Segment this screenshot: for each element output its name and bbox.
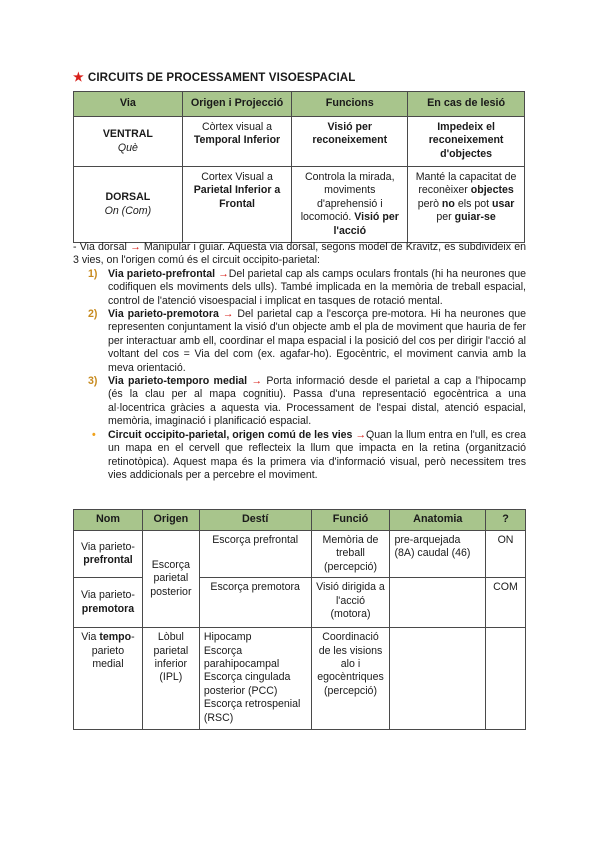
dorsal-cell	[74, 167, 183, 243]
dorsal-function-pre: Controla la mirada, moviments d'aprehensió i locomoció.	[300, 171, 395, 224]
row2-q: COM	[486, 578, 526, 628]
header-origen: Origen	[142, 510, 199, 531]
list-item-text: Quan la llum entra en l'ull, es crea un mapa en el cervell que reflecteix la llum que impacta en la retina (organització retinotòpica). Aquest mapa és la primera via d'informació visual, però necessitem tres vies addicionals per a percebre el moviment.	[108, 428, 526, 481]
row3-desti-line: Escorça retrospenial (RSC)	[203, 698, 301, 724]
list-item	[73, 308, 526, 375]
header-funcio: Funció	[311, 510, 390, 531]
list-item	[73, 429, 526, 483]
row1-nom	[74, 531, 143, 578]
row1-q: ON	[486, 531, 526, 578]
row3-anatomia	[390, 628, 486, 730]
dorsal-row	[74, 167, 525, 243]
row3-desti	[199, 628, 311, 730]
list-number: 2)	[88, 308, 98, 321]
intro-post: Manipular i guiar. Aquesta via dorsal, segons model de Kravitz, es subdivideix en 3 vies, on l'origen comú és el circuit occipito-parietal:	[73, 241, 526, 267]
header-lesion: En cas de lesió	[408, 92, 525, 117]
table-row	[74, 578, 526, 628]
header-question: ?	[486, 510, 526, 531]
ventral-name: VENTRAL	[102, 128, 153, 141]
row3-nom-post: -parieto medial	[91, 631, 135, 671]
dorsal-function-bold: Visió per l'acció	[333, 211, 399, 237]
dorsal-lesion	[408, 167, 525, 243]
table-row	[74, 628, 526, 730]
ventral-function: Visió per reconeixement	[292, 117, 408, 167]
ventral-lesion: Impedeix el reconeixement d'objectes	[408, 117, 525, 167]
header-via: Via	[74, 92, 183, 117]
row3-nom-pre: Via	[81, 631, 97, 644]
row3-desti-line: Hipocamp	[203, 631, 252, 644]
row1-nom-bold: prefrontal	[83, 554, 133, 567]
row3-funcio: Coordinació de les visions alo i egocèntriques (percepció)	[311, 628, 390, 730]
header-origin: Origen i Projecció	[182, 92, 292, 117]
row2-nom	[74, 578, 143, 628]
row3-origen: Lòbul parietal inferior (IPL)	[142, 628, 199, 730]
arrow-icon: →	[251, 375, 263, 388]
dorsal-lesion-5: els pot	[457, 197, 490, 210]
table-row	[74, 531, 526, 578]
intro-pre: - Via dorsal	[73, 241, 127, 253]
dorsal-function	[292, 167, 408, 243]
row1-anatomia: pre-arquejada (8A) caudal (46)	[390, 531, 486, 578]
dorsal-origin-bold: Parietal Inferior a Frontal	[193, 184, 281, 210]
row3-desti-line: Escorça cingulada posterior (PCC)	[203, 671, 291, 697]
list-number: 3)	[88, 375, 98, 388]
header-anatomia: Anatomia	[390, 510, 486, 531]
row1-funcio: Memòria de treball (percepció)	[311, 531, 390, 578]
pathways-table-header	[74, 92, 525, 117]
header-functions: Funcions	[292, 92, 408, 117]
ventral-origin	[182, 117, 292, 167]
dorsal-lesion-2: objectes	[470, 184, 514, 197]
arrow-icon: →	[218, 267, 229, 280]
header-desti: Destí	[199, 510, 311, 531]
list-item	[73, 375, 526, 429]
list-item-text: Del parietal cap a l'escorça pre-motora. Hi ha neurones que representen conjuntament la visió d'un objecte amb el pla de moviment que hauria de fer per interactuar amb ell, coordinar el mapa espacial i la posició del cos per dirigir l'acció al voltant del cos = Via del com (ex. agafar-ho). Egocèntric, el moviment canvia amb la meva orientació.	[108, 308, 527, 374]
row3-nom-bold: tempo	[99, 631, 132, 644]
star-icon: ★	[73, 70, 84, 84]
ventral-row	[74, 117, 525, 167]
row2-nom-bold: premotora	[81, 602, 135, 615]
list-item-title: Via parieto-premotora	[108, 308, 219, 321]
dorsal-lesion-1: Manté la capacitat de reconèixer	[415, 171, 517, 197]
row3-nom	[74, 628, 143, 730]
subpathways-table	[73, 509, 526, 730]
header-nom: Nom	[74, 510, 143, 531]
bullet-icon: •	[92, 428, 96, 441]
page-title-text: CIRCUITS DE PROCESSAMENT VISOESPACIAL	[87, 71, 356, 84]
row2-funcio: Visió dirigida a l'acció (motora)	[311, 578, 390, 628]
dorsal-origin-pre: Cortex Visual a	[201, 171, 273, 183]
intro-paragraph	[73, 241, 526, 482]
row3-q	[486, 628, 526, 730]
dorsal-name: DORSAL	[105, 191, 151, 204]
ventral-sub: Què	[117, 141, 138, 154]
ventral-origin-pre: Còrtex visual a	[201, 121, 273, 133]
pathway-list	[73, 268, 526, 483]
dorsal-origin	[182, 167, 292, 243]
pathways-table	[73, 91, 525, 243]
row2-anatomia	[390, 578, 486, 628]
arrow-icon: →	[222, 308, 234, 321]
dorsal-lesion-8: guiar-se	[454, 211, 496, 224]
row1-origen: Escorça parietal posterior	[142, 531, 199, 628]
list-number: 1)	[88, 267, 98, 280]
arrow-icon: →	[130, 241, 141, 253]
dorsal-lesion-7: per	[436, 211, 452, 224]
row2-nom-pre: Via parieto-	[80, 589, 135, 602]
list-item-text: Del parietal cap als camps oculars frontals (hi ha neurones que codifiquen els moviments dels ulls). També implicada en la memòria de treball espacial, control de l'atenció visoespacial i implicat en tasques de rotació mental.	[108, 267, 526, 307]
dorsal-lesion-4: no	[441, 197, 455, 210]
subpathways-table-header	[74, 510, 526, 531]
row3-desti-line: Escorça parahipocampal	[203, 644, 280, 671]
ventral-cell	[74, 117, 183, 167]
list-item	[73, 268, 526, 308]
dorsal-sub: On (Com)	[104, 204, 152, 217]
page-title	[73, 71, 355, 84]
arrow-icon: →	[355, 428, 366, 441]
row2-desti: Escorça premotora	[199, 578, 311, 628]
row1-nom-pre: Via parieto-	[80, 540, 135, 553]
dorsal-lesion-3: però	[417, 197, 439, 210]
list-item-title: Circuit occipito-parietal, origen comú de les vies	[108, 428, 353, 441]
list-item-title: Via parieto-prefrontal	[108, 267, 216, 280]
ventral-origin-bold: Temporal Inferior	[193, 134, 281, 147]
row1-desti: Escorça prefrontal	[199, 531, 311, 578]
dorsal-lesion-6: usar	[492, 197, 515, 210]
list-item-text: Porta informació desde el parietal a cap a l'hipocamp (és la clau per al mapa cognitiu). Passa d'una representació egocèntrica a una al·locentrica gràcies a aquesta via. Processament de l'espai distal, atenció espacial, memòria, imaginació i planificació espacial.	[108, 375, 526, 428]
list-item-title: Via parieto-temporo medial	[108, 375, 248, 388]
